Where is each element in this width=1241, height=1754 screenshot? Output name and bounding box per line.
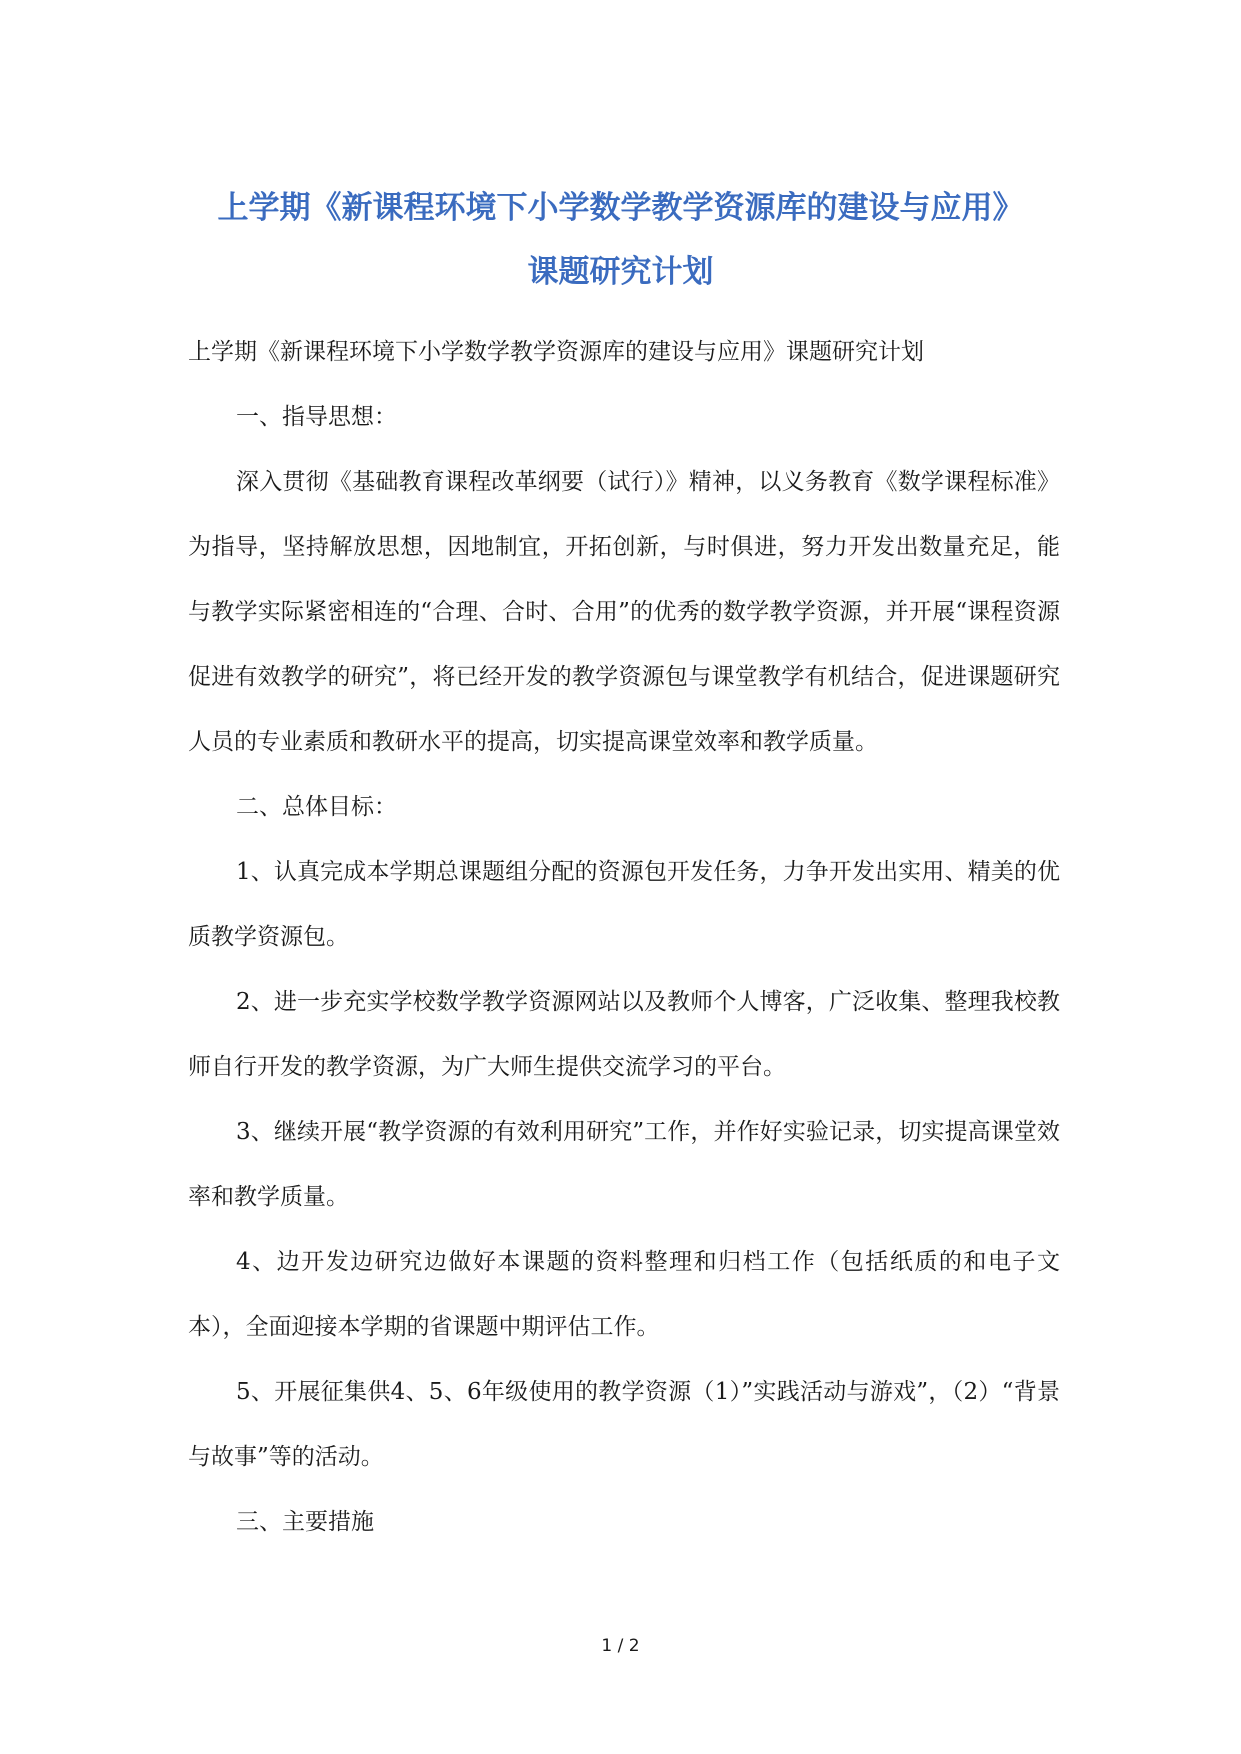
- section-heading-main-measures: 三、主要措施: [236, 1509, 374, 1535]
- goal-item-1: 1、认真完成本学期总课题组分配的资源包开发任务，力争开发出实用、精美的优质教学资源包。: [188, 859, 1060, 950]
- subtitle-paragraph: 上学期《新课程环境下小学数学教学资源库的建设与应用》课题研究计划: [188, 339, 924, 365]
- document-body: [188, 320, 1060, 1555]
- page-number: 1 / 2: [601, 1636, 640, 1656]
- goal-item-3: 3、继续开展“教学资源的有效利用研究”工作，并作好实验记录，切实提高课堂效率和教学质量。: [188, 1119, 1060, 1210]
- section-heading-overall-goals: 二、总体目标：: [236, 794, 397, 820]
- document-title-line-1: 上学期《新课程环境下小学数学教学资源库的建设与应用》: [217, 190, 1024, 226]
- goal-item-4: 4、边开发边研究边做好本课题的资料整理和归档工作（包括纸质的和电子文本），全面迎接本学期的省课题中期评估工作。: [188, 1249, 1060, 1340]
- goal-item-5: 5、开展征集供4、5、6年级使用的教学资源（1）”实践活动与游戏”，（2）“背景与故事”等的活动。: [188, 1379, 1060, 1470]
- document-title-line-2: 课题研究计划: [527, 254, 714, 290]
- section-heading-guiding-ideology: 一、指导思想：: [236, 404, 397, 430]
- goal-item-2: 2、进一步充实学校数学教学资源网站以及教师个人博客，广泛收集、整理我校教师自行开发的教学资源，为广大师生提供交流学习的平台。: [188, 989, 1060, 1080]
- paragraph-guiding-ideology: 深入贯彻《基础教育课程改革纲要（试行）》精神，以义务教育《数学课程标准》为指导，坚持解放思想，因地制宜，开拓创新，与时俱进，努力开发出数量充足，能与教学实际紧密相连的“合理、合时、合用”的优秀的数学教学资源，并开展“课程资源促进有效教学的研究”，将已经开发的教学资源包与课堂教学有机结合，促进课题研究人员的专业素质和教研水平的提高，切实提高课堂效率和教学质量。: [188, 469, 1060, 755]
